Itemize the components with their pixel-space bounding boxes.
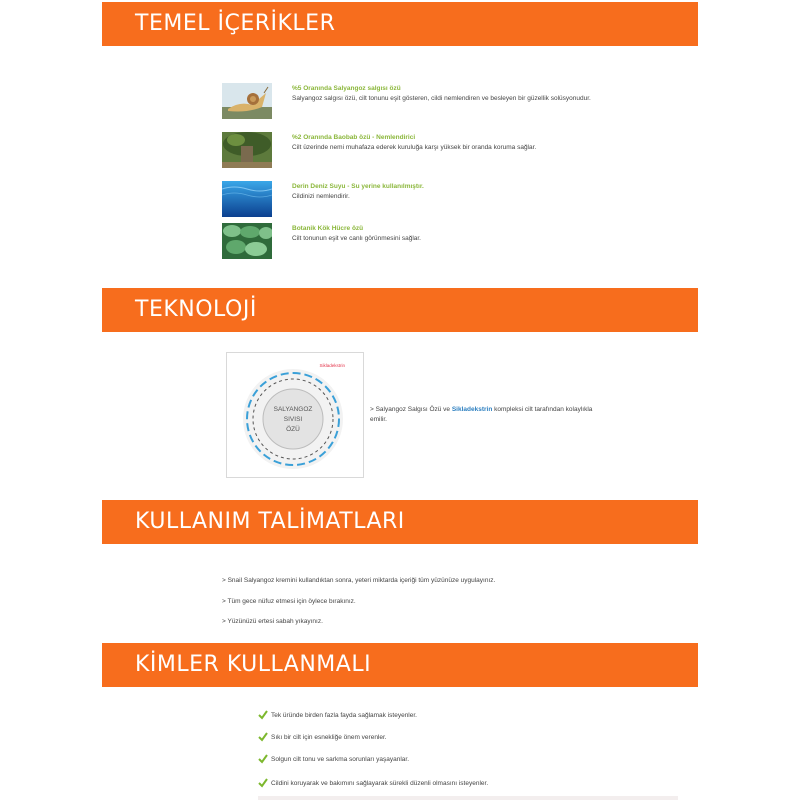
usage-step: > Yüzünüzü ertesi sabah yıkayınız. — [222, 618, 323, 625]
divider — [258, 796, 678, 800]
section-title: KULLANIM TALİMATLARI — [135, 509, 405, 534]
deep-sea-water-image — [222, 181, 272, 217]
baobab-tree-image — [222, 132, 272, 168]
section-title: TEKNOLOJİ — [135, 297, 257, 322]
check-icon — [258, 710, 268, 720]
section-banner-who — [102, 643, 698, 687]
ingredient-title: %2 Oranında Baobab özü - Nemlendirici — [292, 134, 416, 141]
check-icon — [258, 732, 268, 742]
ingredient-title: Derin Deniz Suyu - Su yerine kullanılmıştır. — [292, 183, 424, 190]
ingredient-description: Cilt üzerinde nemi muhafaza ederek kuruluğa karşı yüksek bir oranda koruma sağlar. — [292, 144, 537, 151]
ingredient-item — [222, 83, 692, 123]
section-banner-technology — [102, 288, 698, 332]
diagram-center-line: ÖZÜ — [286, 426, 300, 433]
section-banner-ingredients — [102, 2, 698, 46]
who-text: Cildini koruyarak ve bakımını sağlayarak sürekli düzenli olmasını isteyenler. — [271, 780, 489, 787]
ingredient-description: Salyangoz salgısı özü, cilt tonunu eşit gösteren, cildi nemlendiren ve besleyen bir güzellik solüsyonudur. — [292, 95, 591, 102]
botanical-stem-cell-image — [222, 223, 272, 259]
technology-text: > Salyangoz Salgısı Özü ve — [370, 406, 452, 413]
snail-image — [222, 83, 272, 119]
diagram-tag: Sikladekstrin — [319, 363, 345, 368]
technology-diagram — [226, 352, 364, 478]
ingredient-title: %5 Oranında Salyangoz salgısı özü — [292, 85, 401, 92]
section-banner-usage — [102, 500, 698, 544]
ingredient-item — [222, 132, 692, 172]
section-title: KİMLER KULLANMALI — [135, 652, 372, 677]
usage-step: > Tüm gece nüfuz etmesi için öylece bırakınız. — [222, 598, 356, 605]
ingredient-description: Cilt tonunun eşit ve canlı görünmesini sağlar. — [292, 235, 421, 242]
who-text: Tek üründe birden fazla fayda sağlamak isteyenler. — [271, 712, 417, 719]
ingredient-item — [222, 223, 692, 263]
who-text: Solgun cilt tonu ve sarkma sorunları yaşayanlar. — [271, 756, 410, 763]
technology-description — [370, 405, 600, 425]
who-text: Sıkı bir cilt için esnekliğe önem verenler. — [271, 734, 387, 741]
section-title: TEMEL İÇERİKLER — [135, 11, 336, 36]
technology-text: kompleksi cilt tarafından kolaylıkla emilir. — [370, 406, 593, 423]
check-icon — [258, 778, 268, 788]
ingredient-title: Botanik Kök Hücre özü — [292, 225, 364, 232]
check-icon — [258, 754, 268, 764]
usage-step: > Snail Salyangoz kremini kullandıktan sonra, yeteri miktarda içeriği tüm yüzünüze uygulayınız. — [222, 577, 496, 584]
diagram-center-line: SIVISI — [283, 416, 303, 423]
diagram-center-line: SALYANGOZ — [273, 406, 313, 413]
ingredient-item — [222, 181, 692, 221]
technology-highlight: Sikladekstrin — [451, 406, 493, 413]
ingredient-description: Cildinizi nemlendirir. — [292, 193, 350, 200]
